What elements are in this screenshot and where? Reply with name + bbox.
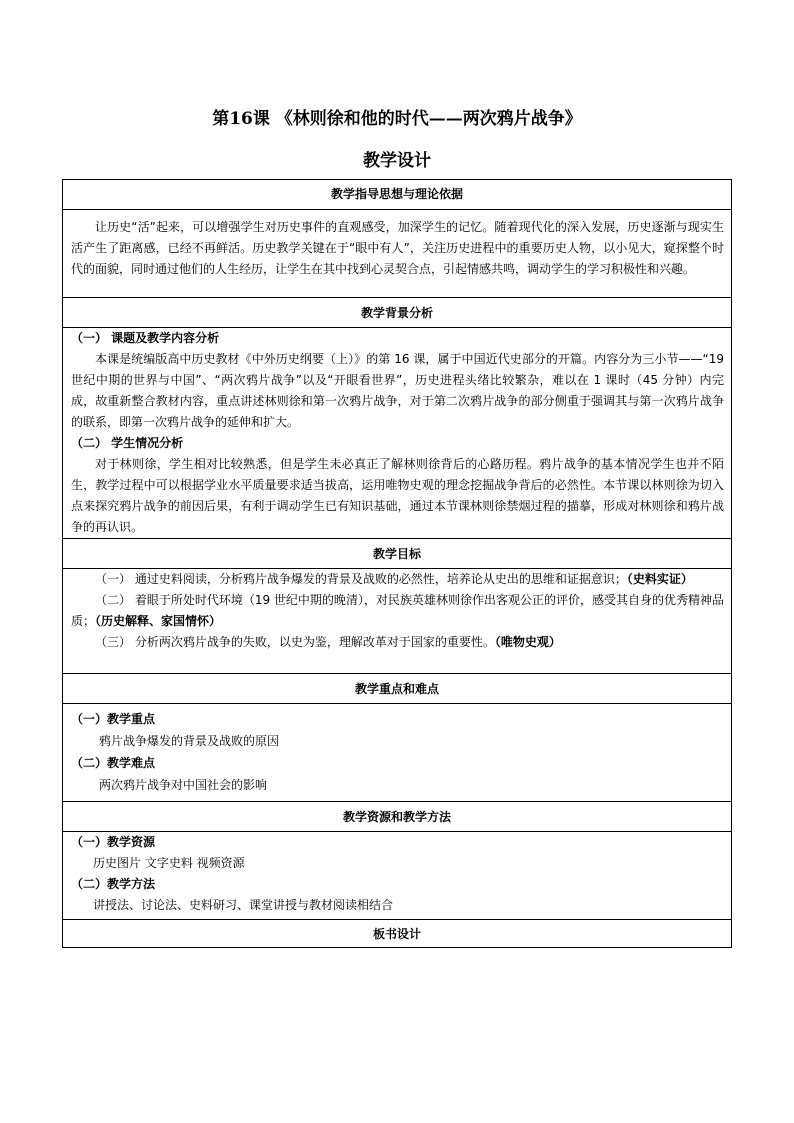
background-body (63, 327, 731, 538)
student-analysis-text: 对于林则徐，学生相对比较熟悉，但是学生未必真正了解林则徐背后的心路历程。鸦片战争的基本情况学生也并不陌生，教学过程中可以根据学业水平质量要求适当拔高，运用唯物史观的理念挖掘战争背后的必然性。本节课以林则徐为切入点来探究鸦片战争的前因后果，有利于调动学生已有知识基础，通过本节课林则徐禁烟过程的描摹，形成对林则徐和鸦片战争的再认识。 (71, 457, 724, 534)
content-analysis-title: （一） 课题及教学内容分析 (71, 331, 220, 345)
difficulty-text: 两次鸦片战争对中国社会的影响 (99, 778, 268, 792)
goals-header: 教学目标 (63, 538, 731, 568)
resources-text: 历史图片 文字史料 视频资源 (93, 856, 245, 870)
focus-text: 鸦片战争爆发的背景及战败的原因 (99, 734, 280, 748)
focus-title: （一）教学重点 (71, 712, 156, 726)
guiding-text: 让历史“活”起来，可以增强学生对历史事件的直观感受，加深学生的记忆。随着现代化的深入发展，历史逐渐与现实生活产生了距离感，已经不再鲜活。历史教学关键在于“眼中有人”，关注历史进程中的重要历史人物，以小见大，窥探整个时代的面貌，同时通过他们的人生经历，让学生在其中找到心灵契合点，引起情感共鸣，调动学生的学习积极性和兴趣。 (71, 220, 724, 276)
goals-body (63, 568, 731, 673)
methods-title: （二）教学方法 (71, 877, 156, 891)
goal-2-text: （二） 着眼于所处时代环境（19 世纪中期的晚清），对民族英雄林则徐作出客观公正的评价，感受其自身的优秀精神品质； (71, 593, 724, 628)
keypoints-body (63, 703, 731, 801)
keypoints-header: 教学重点和难点 (63, 673, 731, 703)
content-analysis-text: 本课是统编版高中历史教材《中外历史纲要（上）》的第 16 课，属于中国近代史部分的开篇。内容分为三小节——“19 世纪中期的世界与中国”、“两次鸦片战争”以及“开眼看世界”，历史进程头绪比较繁杂，难以在 1 课时（45 分钟）内完成，故重新整合教材内容，重点讲述林则徐和第一次鸦片战争，对于第二次鸦片战争的部分侧重于强调其与第一次鸦片战争的联系，即第一次鸦片战争的延伸和扩大。 (71, 352, 724, 429)
goal-3-text: （三） 分析两次鸦片战争的失败，以史为鉴，理解改革对于国家的重要性。 (95, 635, 495, 649)
resources-title: （一）教学资源 (71, 835, 156, 849)
goal-1 (71, 569, 724, 590)
guiding-body (63, 209, 731, 297)
goal-2-tag: （历史解释、家国情怀） (95, 614, 222, 628)
goal-3 (71, 632, 724, 653)
student-analysis-title: （二） 学生情况分析 (71, 436, 184, 450)
goal-1-tag: （史料实证） (626, 572, 693, 586)
goal-1-text: （一） 通过史料阅读，分析鸦片战争爆发的背景及战败的必然性，培养论从史出的思维和证据意识； (95, 572, 627, 586)
document-subtitle: 教学设计 (363, 151, 431, 171)
lesson-plan-table (62, 179, 732, 948)
methods-text: 讲授法、讨论法、史料研习、课堂讲授与教材阅读相结合 (93, 898, 394, 912)
goal-2 (71, 590, 724, 632)
guiding-header: 教学指导思想与理论依据 (330, 187, 463, 201)
background-header: 教学背景分析 (63, 297, 731, 327)
difficulty-title: （二）教学难点 (71, 756, 156, 770)
board-header: 板书设计 (63, 919, 731, 947)
resources-body (63, 831, 731, 919)
resources-header: 教学资源和教学方法 (63, 801, 731, 831)
document-title: 第16课 《林则徐和他的时代——两次鸦片战争》 (212, 109, 582, 129)
goal-3-tag: （唯物史观） (494, 635, 561, 649)
